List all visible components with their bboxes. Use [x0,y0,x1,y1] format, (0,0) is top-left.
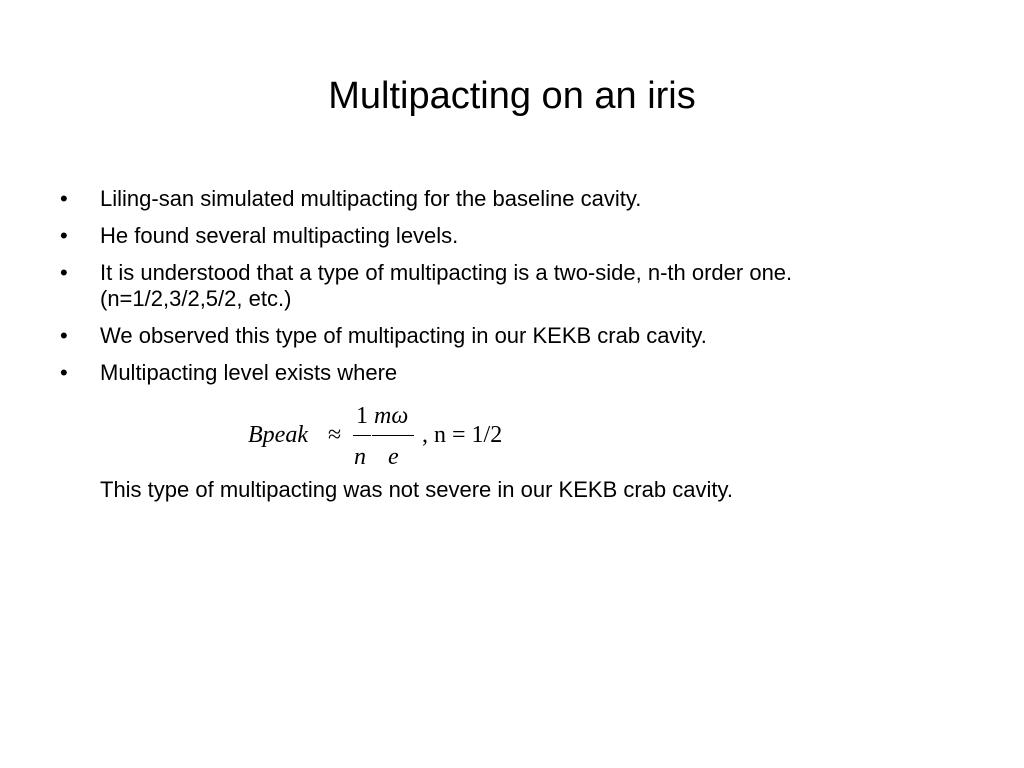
bullet-marker: • [60,260,68,285]
bullet-continuation: (n=1/2,3/2,5/2, etc.) [100,286,292,311]
bullet-item [60,223,960,249]
bullet-marker: • [60,360,68,385]
bullet-marker: • [60,323,68,348]
bullet-list [60,186,960,397]
bullet-text: It is understood that a type of multipacting is a two-side, n-th order one. [100,260,793,285]
bullet-marker: • [60,186,68,211]
formula-frac2-bar [372,435,414,436]
slide-title: Multipacting on an iris [328,75,696,117]
bullet-item [60,260,960,312]
bullet-item [60,186,960,212]
formula-frac2-denominator: e [388,444,399,470]
bullet-text: We observed this type of multipacting in our KEKB crab cavity. [100,323,707,348]
formula-approx: ≈ [328,422,342,448]
bullet-text: He found several multipacting levels. [100,223,459,248]
formula-condition: , n = 1/2 [422,422,503,448]
bullet-text: Liling-san simulated multipacting for the baseline cavity. [100,186,642,211]
multipacting-formula [248,402,548,472]
formula-frac2-numerator: mω [374,403,409,429]
conclusion-text: This type of multipacting was not severe in our KEKB crab cavity. [100,477,733,502]
bullet-text: Multipacting level exists where [100,360,398,385]
formula-frac1-denominator: n [354,444,366,470]
formula-frac1-numerator: 1 [356,403,368,429]
formula-lhs: Bpeak [248,422,308,448]
bullet-marker: • [60,223,68,248]
bullet-item [60,360,960,386]
bullet-item [60,323,960,349]
formula-frac1-bar [353,435,371,436]
